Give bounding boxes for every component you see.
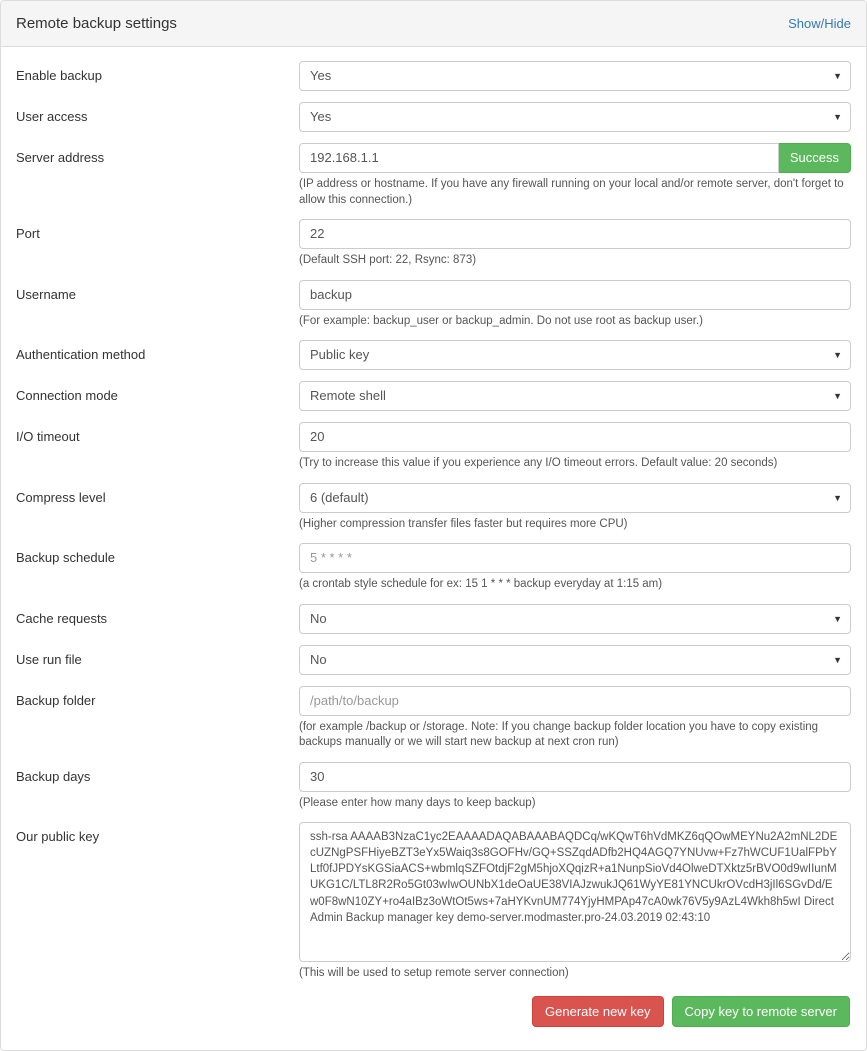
label-enable-backup: Enable backup (16, 68, 103, 83)
select-use-run-file-value: No (310, 651, 327, 667)
chevron-down-icon: ▼ (833, 613, 842, 624)
chevron-down-icon: ▼ (833, 654, 842, 665)
field-row-use-run-file (16, 645, 851, 675)
copy-key-to-remote-server-button[interactable]: Copy key to remote server (672, 996, 850, 1028)
input-backup-folder[interactable]: /path/to/backup (299, 686, 851, 716)
field-row-backup-days (16, 762, 851, 812)
select-compress-level[interactable] (299, 483, 851, 513)
field-row-compress-level (16, 483, 851, 533)
help-username: (For example: backup_user or backup_admin. Do not use root as backup user.) (299, 314, 703, 327)
help-io-timeout: (Try to increase this value if you experience any I/O timeout errors. Default value: 20 seconds) (299, 457, 778, 470)
label-auth-method: Authentication method (16, 347, 146, 363)
status-badge-server-address: Success (779, 143, 851, 173)
show-hide-link[interactable]: Show/Hide (788, 16, 851, 31)
server-address-group (299, 143, 851, 173)
field-row-backup-schedule (16, 543, 851, 593)
settings-form (1, 47, 866, 1050)
help-backup-days: (Please enter how many days to keep backup) (299, 796, 536, 809)
chevron-down-icon: ▼ (833, 112, 842, 122)
page-title: Remote backup settings (16, 15, 177, 32)
label-connection-mode: Connection mode (16, 388, 118, 404)
generate-new-key-button[interactable]: Generate new key (532, 996, 664, 1028)
select-connection-mode-value: Remote shell (310, 388, 386, 404)
select-compress-level-value: 6 (default) (310, 489, 369, 505)
label-use-run-file: Use run file (16, 651, 82, 667)
select-connection-mode[interactable] (299, 381, 851, 411)
label-compress-level: Compress level (16, 489, 106, 505)
panel-header (1, 1, 866, 47)
help-compress-level: (Higher compression transfer files faster but requires more CPU) (299, 517, 628, 530)
select-auth-method[interactable] (299, 340, 851, 370)
select-user-access[interactable] (299, 102, 851, 132)
public-key-actions (299, 996, 851, 1028)
label-backup-schedule: Backup schedule (16, 550, 116, 566)
label-backup-days: Backup days (16, 768, 91, 784)
field-row-port (16, 219, 851, 269)
help-backup-folder: (for example /backup or /storage. Note: If you change backup folder location you have to copy existing backups manually or we will start new backup at next cron run) (299, 720, 819, 749)
label-public-key: Our public key (16, 829, 100, 845)
select-use-run-file[interactable] (299, 645, 851, 675)
textarea-public-key[interactable]: ssh-rsa AAAAB3NzaC1yc2EAAAADAQABAAABAQDCq/wKQwT6hVdMKZ6qQOwMEYNu2A2mNL2DEcUZNgPSFHiyeBZT3eYx5Waiq3s8GOFHv/GQ+SSZqdADfb2HQ4AGQ7YNUvw+Fz7hWCUF1UalFPbYLtf0fJPDYsKGSiaACS+wbmlqSZFOtdjF2gM5hjoXQqizR+a1NunpSioVd4OlweDTXktz5rBVO0d9wIIunMUKG1C/LTL8R2Ro5Gt03wIwOUNbX1deOaUE38VIAJzwukJQ61WyYE81YNCUkrOVcdH3jIl6SGvDd/Ew0F8wN10ZY+ro4aIBz3oWtOt5ws+7aHYKvnUM774YjyHMPAp47cA0wk76V5y9AzL4Wkh8h5wI DirectAdmin Backup manager key demo-server.modmaster.pro-24.03.2019 02:43:10 (299, 822, 851, 962)
chevron-down-icon: ▼ (833, 391, 842, 402)
field-row-io-timeout (16, 422, 851, 472)
chevron-down-icon: ▼ (833, 492, 842, 503)
label-cache-requests: Cache requests (16, 610, 108, 626)
select-user-access-value: Yes (310, 109, 332, 124)
select-auth-method-value: Public key (310, 347, 370, 363)
help-public-key: (This will be used to setup remote server connection) (299, 967, 569, 980)
select-enable-backup-value: Yes (310, 68, 332, 83)
chevron-down-icon: ▼ (833, 350, 842, 361)
select-enable-backup[interactable] (299, 61, 851, 91)
input-backup-days[interactable]: 30 (299, 762, 851, 792)
label-port: Port (16, 226, 40, 242)
help-backup-schedule: (a crontab style schedule for ex: 15 1 * * * backup everyday at 1:15 am) (299, 578, 663, 591)
field-row-public-key (16, 822, 851, 1027)
field-row-connection-mode (16, 381, 851, 411)
input-backup-schedule[interactable]: 5 * * * * (299, 543, 851, 573)
label-server-address: Server address (16, 150, 105, 165)
select-cache-requests-value: No (310, 610, 327, 626)
field-row-enable-backup (16, 61, 851, 91)
label-user-access: User access (16, 109, 88, 124)
input-io-timeout[interactable]: 20 (299, 422, 851, 452)
input-server-address[interactable]: 192.168.1.1 (299, 143, 779, 173)
input-port[interactable]: 22 (299, 219, 851, 249)
label-username: Username (16, 286, 76, 302)
field-row-username (16, 280, 851, 330)
help-port: (Default SSH port: 22, Rsync: 873) (299, 254, 477, 267)
field-row-cache-requests (16, 604, 851, 634)
input-username[interactable]: backup (299, 280, 851, 310)
label-io-timeout: I/O timeout (16, 429, 80, 445)
field-row-server-address (16, 143, 851, 208)
label-backup-folder: Backup folder (16, 692, 96, 708)
chevron-down-icon: ▼ (833, 71, 842, 81)
field-row-backup-folder (16, 686, 851, 751)
field-row-user-access (16, 102, 851, 132)
help-server-address: (IP address or hostname. If you have any firewall running on your local and/or remote server, don't forget to allow this connection.) (299, 178, 844, 206)
field-row-auth-method (16, 340, 851, 370)
select-cache-requests[interactable] (299, 604, 851, 634)
